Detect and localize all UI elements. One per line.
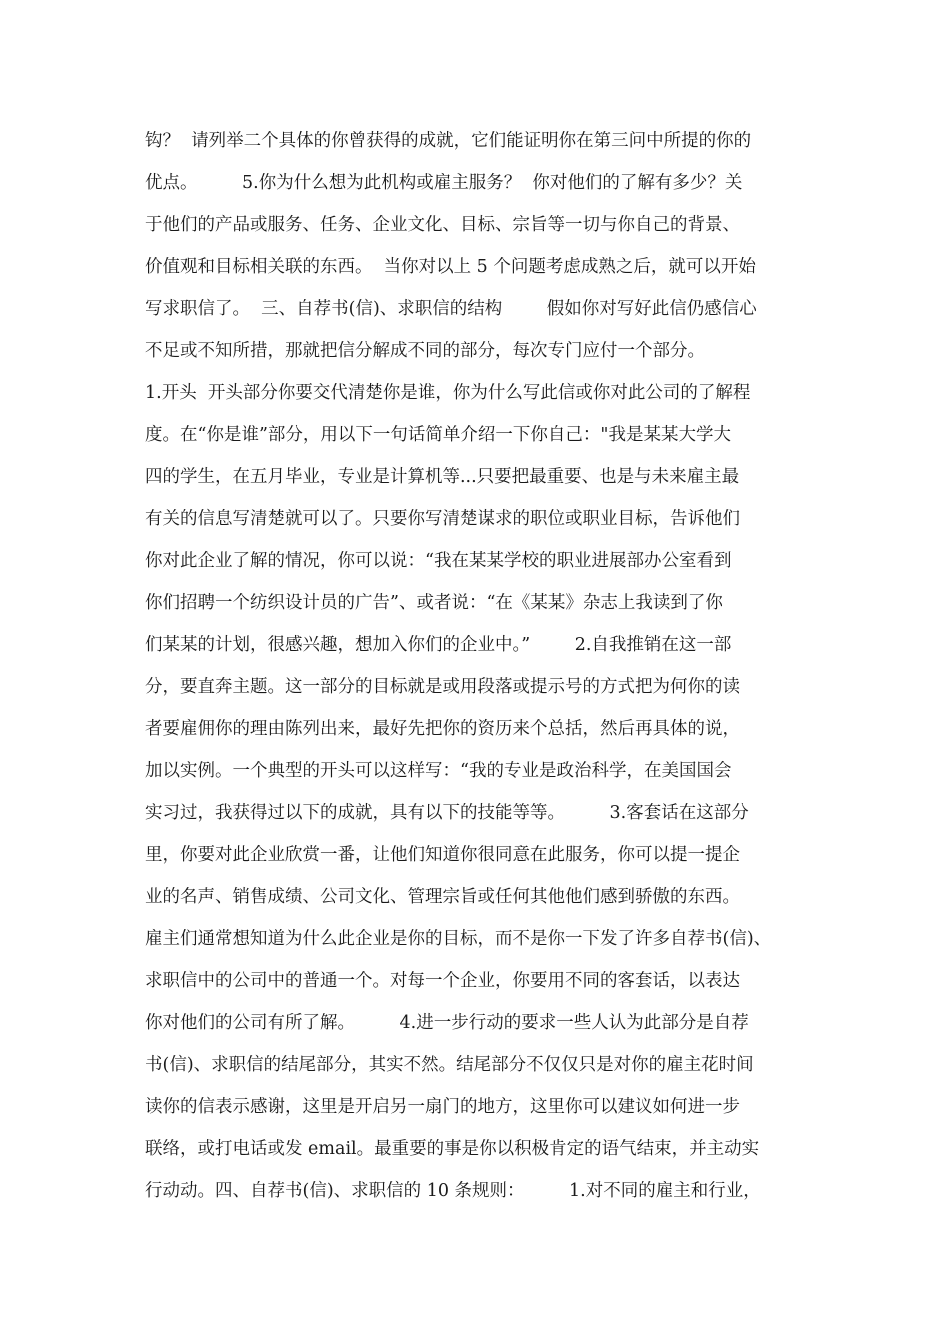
text-line: 价值观和目标相关联的东西。 当你对以上 5 个问题考虑成熟之后，就可以开始 — [145, 257, 756, 277]
text-line: 有关的信息写清楚就可以了。只要你写清楚谋求的职位或职业目标，告诉他们 — [145, 509, 740, 529]
text-line: 里，你要对此企业欣赏一番，让他们知道你很同意在此服务，你可以提一提企 — [145, 845, 740, 865]
text-line: 书(信)、求职信的结尾部分，其实不然。结尾部分不仅仅只是对你的雇主花时间 — [145, 1055, 754, 1075]
text-line: 加以实例。一个典型的开头可以这样写：“我的专业是政治科学，在美国国会 — [145, 761, 732, 781]
text-line: 四的学生，在五月毕业，专业是计算机等...只要把最重要、也是与未来雇主最 — [145, 467, 740, 487]
text-line: 钩？ 请列举二个具体的你曾获得的成就，它们能证明你在第三问中所提的你的 — [145, 131, 752, 151]
text-line: 实习过，我获得过以下的成就，具有以下的技能等等。 3.客套话在这部分 — [145, 803, 749, 823]
text-line: 你对他们的公司有所了解。 4.进一步行动的要求一些人认为此部分是自荐 — [145, 1013, 749, 1033]
text-line: 们某某的计划，很感兴趣，想加入你们的企业中。” 2.自我推销在这一部 — [145, 635, 732, 655]
text-line: 业的名声、销售成绩、公司文化、管理宗旨或任何其他他们感到骄傲的东西。 — [145, 887, 740, 907]
text-line: 你们招聘一个纺织设计员的广告”、或者说：“在《某某》杂志上我读到了你 — [145, 593, 723, 613]
text-line: 行动动。四、自荐书(信)、求职信的 10 条规则： 1.对不同的雇主和行业， — [145, 1181, 761, 1201]
text-line: 1.开头 开头部分你要交代清楚你是谁，你为什么写此信或你对此公司的了解程 — [145, 383, 751, 403]
text-line: 联络，或打电话或发 email。最重要的事是你以积极肯定的语气结束，并主动实 — [145, 1139, 760, 1159]
text-line: 写求职信了。 三、自荐书(信)、求职信的结构 假如你对写好此信仍感信心 — [145, 299, 757, 319]
text-line: 求职信中的公司中的普通一个。对每一个企业，你要用不同的客套话，以表达 — [145, 971, 740, 991]
text-line: 度。在“你是谁”部分，用以下一句话简单介绍一下你自己："我是某某大学大 — [145, 425, 731, 445]
text-line: 者要雇佣你的理由陈列出来，最好先把你的资历来个总括，然后再具体的说， — [145, 719, 740, 739]
text-line: 读你的信表示感谢，这里是开启另一扇门的地方，这里你可以建议如何进一步 — [145, 1097, 740, 1117]
text-line: 于他们的产品或服务、任务、企业文化、目标、宗旨等一切与你自己的背景、 — [145, 215, 740, 235]
text-line: 雇主们通常想知道为什么此企业是你的目标，而不是你一下发了许多自荐书(信)、 — [145, 929, 772, 949]
text-line: 你对此企业了解的情况，你可以说：“我在某某学校的职业进展部办公室看到 — [145, 551, 732, 571]
text-line: 优点。 5.你为什么想为此机构或雇主服务？ 你对他们的了解有多少？关 — [145, 173, 743, 193]
text-line: 不足或不知所措，那就把信分解成不同的部分，每次专门应付一个部分。 — [145, 341, 705, 361]
body-text — [145, 120, 835, 1212]
text-line: 分，要直奔主题。这一部分的目标就是或用段落或提示号的方式把为何你的读 — [145, 677, 740, 697]
